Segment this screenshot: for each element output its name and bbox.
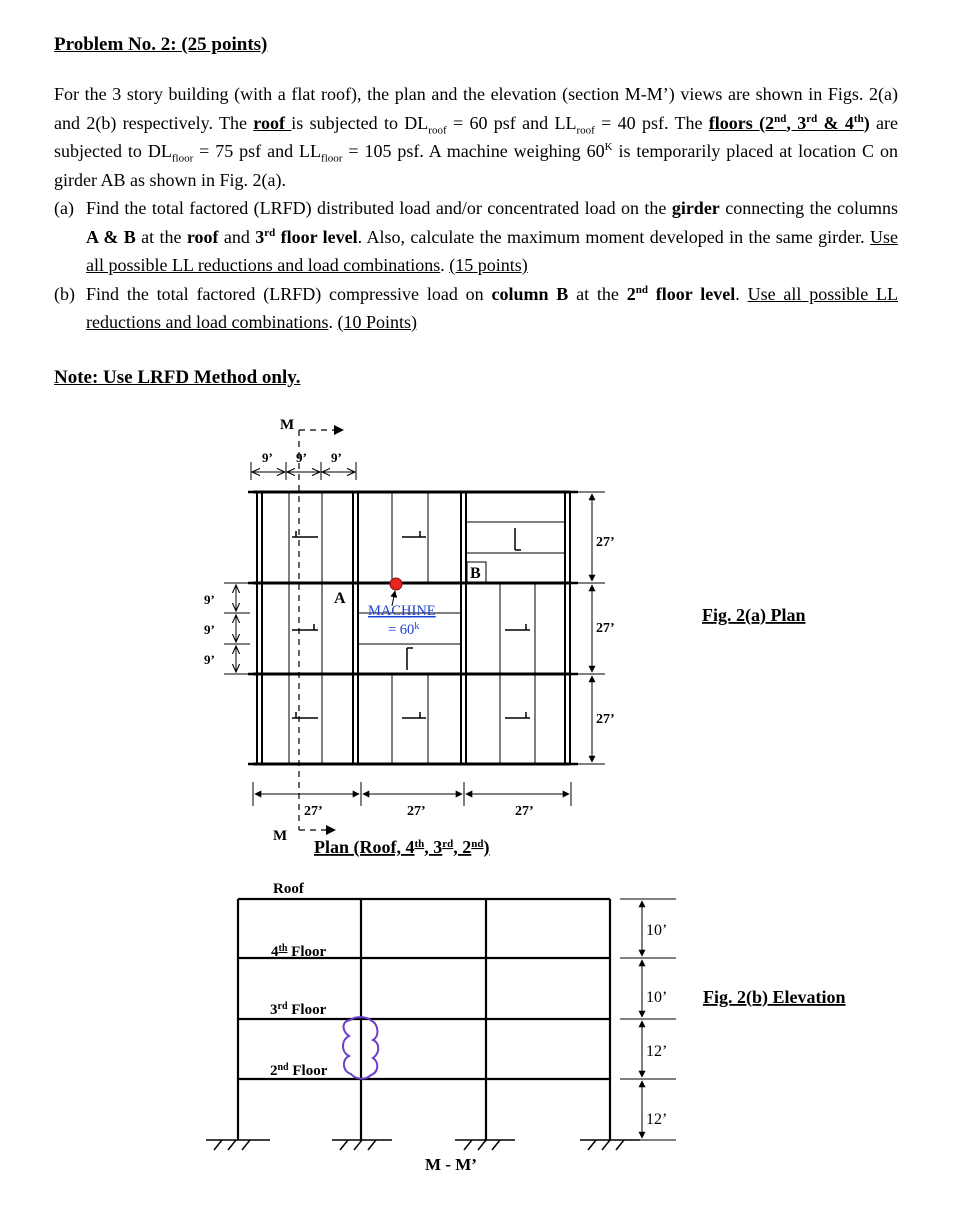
plan-beams <box>289 492 565 764</box>
left-dim-3: 9’ <box>204 652 215 667</box>
part-b: (b) Find the total factored (LRFD) compressive load on column B at the 2nd floor level. Use all possible LL reductions and load combinations. (10 Points) <box>54 283 899 332</box>
plan-drawing <box>204 417 806 858</box>
section-label-bottom: M <box>273 828 288 844</box>
height-dim-3: 12’ <box>646 1043 668 1060</box>
plan-title: Plan (Roof, 4th, 3rd, 2nd) <box>314 837 490 857</box>
top-dim-1: 9’ <box>262 450 273 465</box>
bottom-dim-3: 27’ <box>515 804 534 819</box>
machine-location-point <box>390 578 402 590</box>
part-a: (a) Find the total factored (LRFD) distributed load and/or concentrated load on the girder connecting the columns A & B at the roof and 3rd floor level. Also, calculate the maximum moment developed in the same girder. Use all possible LL reductions and load combinations. (15 points) <box>54 198 898 275</box>
floor3-label: 3rd Floor <box>270 1001 327 1018</box>
problem-intro: For the 3 story building (with a flat roof), the plan and the elevation (section M-M’) views are shown in Figs. 2(a) and 2(b) respectively. The roof is subjected to $DL_{roof} = 60$ psf and $LL_{roof} = 40$ psf. The floors (2nd, 3rd & 4th) are subjected to $DL_{floor} = 75$ psf and $LL_{floor} = 105$ psf. A machine weighing $60^K$ is temporarily placed at location C on girder AB as shown in Fig. 2(a). <box>54 84 898 190</box>
fixed-supports <box>206 1140 640 1150</box>
section-arrow-bottom <box>326 825 336 835</box>
right-dim-3: 27’ <box>596 712 615 727</box>
right-dim-1: 27’ <box>596 535 615 550</box>
elevation-drawing <box>206 881 846 1174</box>
fig-2a-label: Fig. 2(a) Plan <box>702 605 806 625</box>
left-dim-1: 9’ <box>204 592 215 607</box>
left-spacing-dims <box>224 583 250 674</box>
height-dim-1: 10’ <box>646 922 668 939</box>
fig-2b-label: Fig. 2(b) Elevation <box>703 987 846 1007</box>
bottom-dim-1: 27’ <box>304 804 323 819</box>
note: Note: Use LRFD Method only. <box>54 367 301 388</box>
elevation-frame <box>238 899 610 1140</box>
floor4-label: 4th Floor <box>271 943 327 960</box>
roof-label: Roof <box>273 881 304 897</box>
height-dim-2: 10’ <box>646 989 668 1006</box>
machine-label: MACHINE <box>368 603 436 619</box>
top-dim-3: 9’ <box>331 450 342 465</box>
right-dim-2: 27’ <box>596 621 615 636</box>
bottom-dim-2: 27’ <box>407 804 426 819</box>
column-b-label: B <box>470 565 481 582</box>
section-label-top: M <box>280 417 295 433</box>
machine-weight: = $60^k$ <box>388 621 420 638</box>
bottom-dims <box>253 782 571 806</box>
problem-title: Problem No. 2: (25 points) <box>54 34 268 55</box>
top-dim-2: 9’ <box>296 450 307 465</box>
column-a-label: A <box>334 590 346 607</box>
left-dim-2: 9’ <box>204 622 215 637</box>
section-arrow-top <box>334 425 344 435</box>
elevation-section-label: M - M’ <box>425 1155 477 1174</box>
height-dim-4: 12’ <box>646 1111 668 1128</box>
floor2-label: 2nd Floor <box>270 1062 328 1079</box>
